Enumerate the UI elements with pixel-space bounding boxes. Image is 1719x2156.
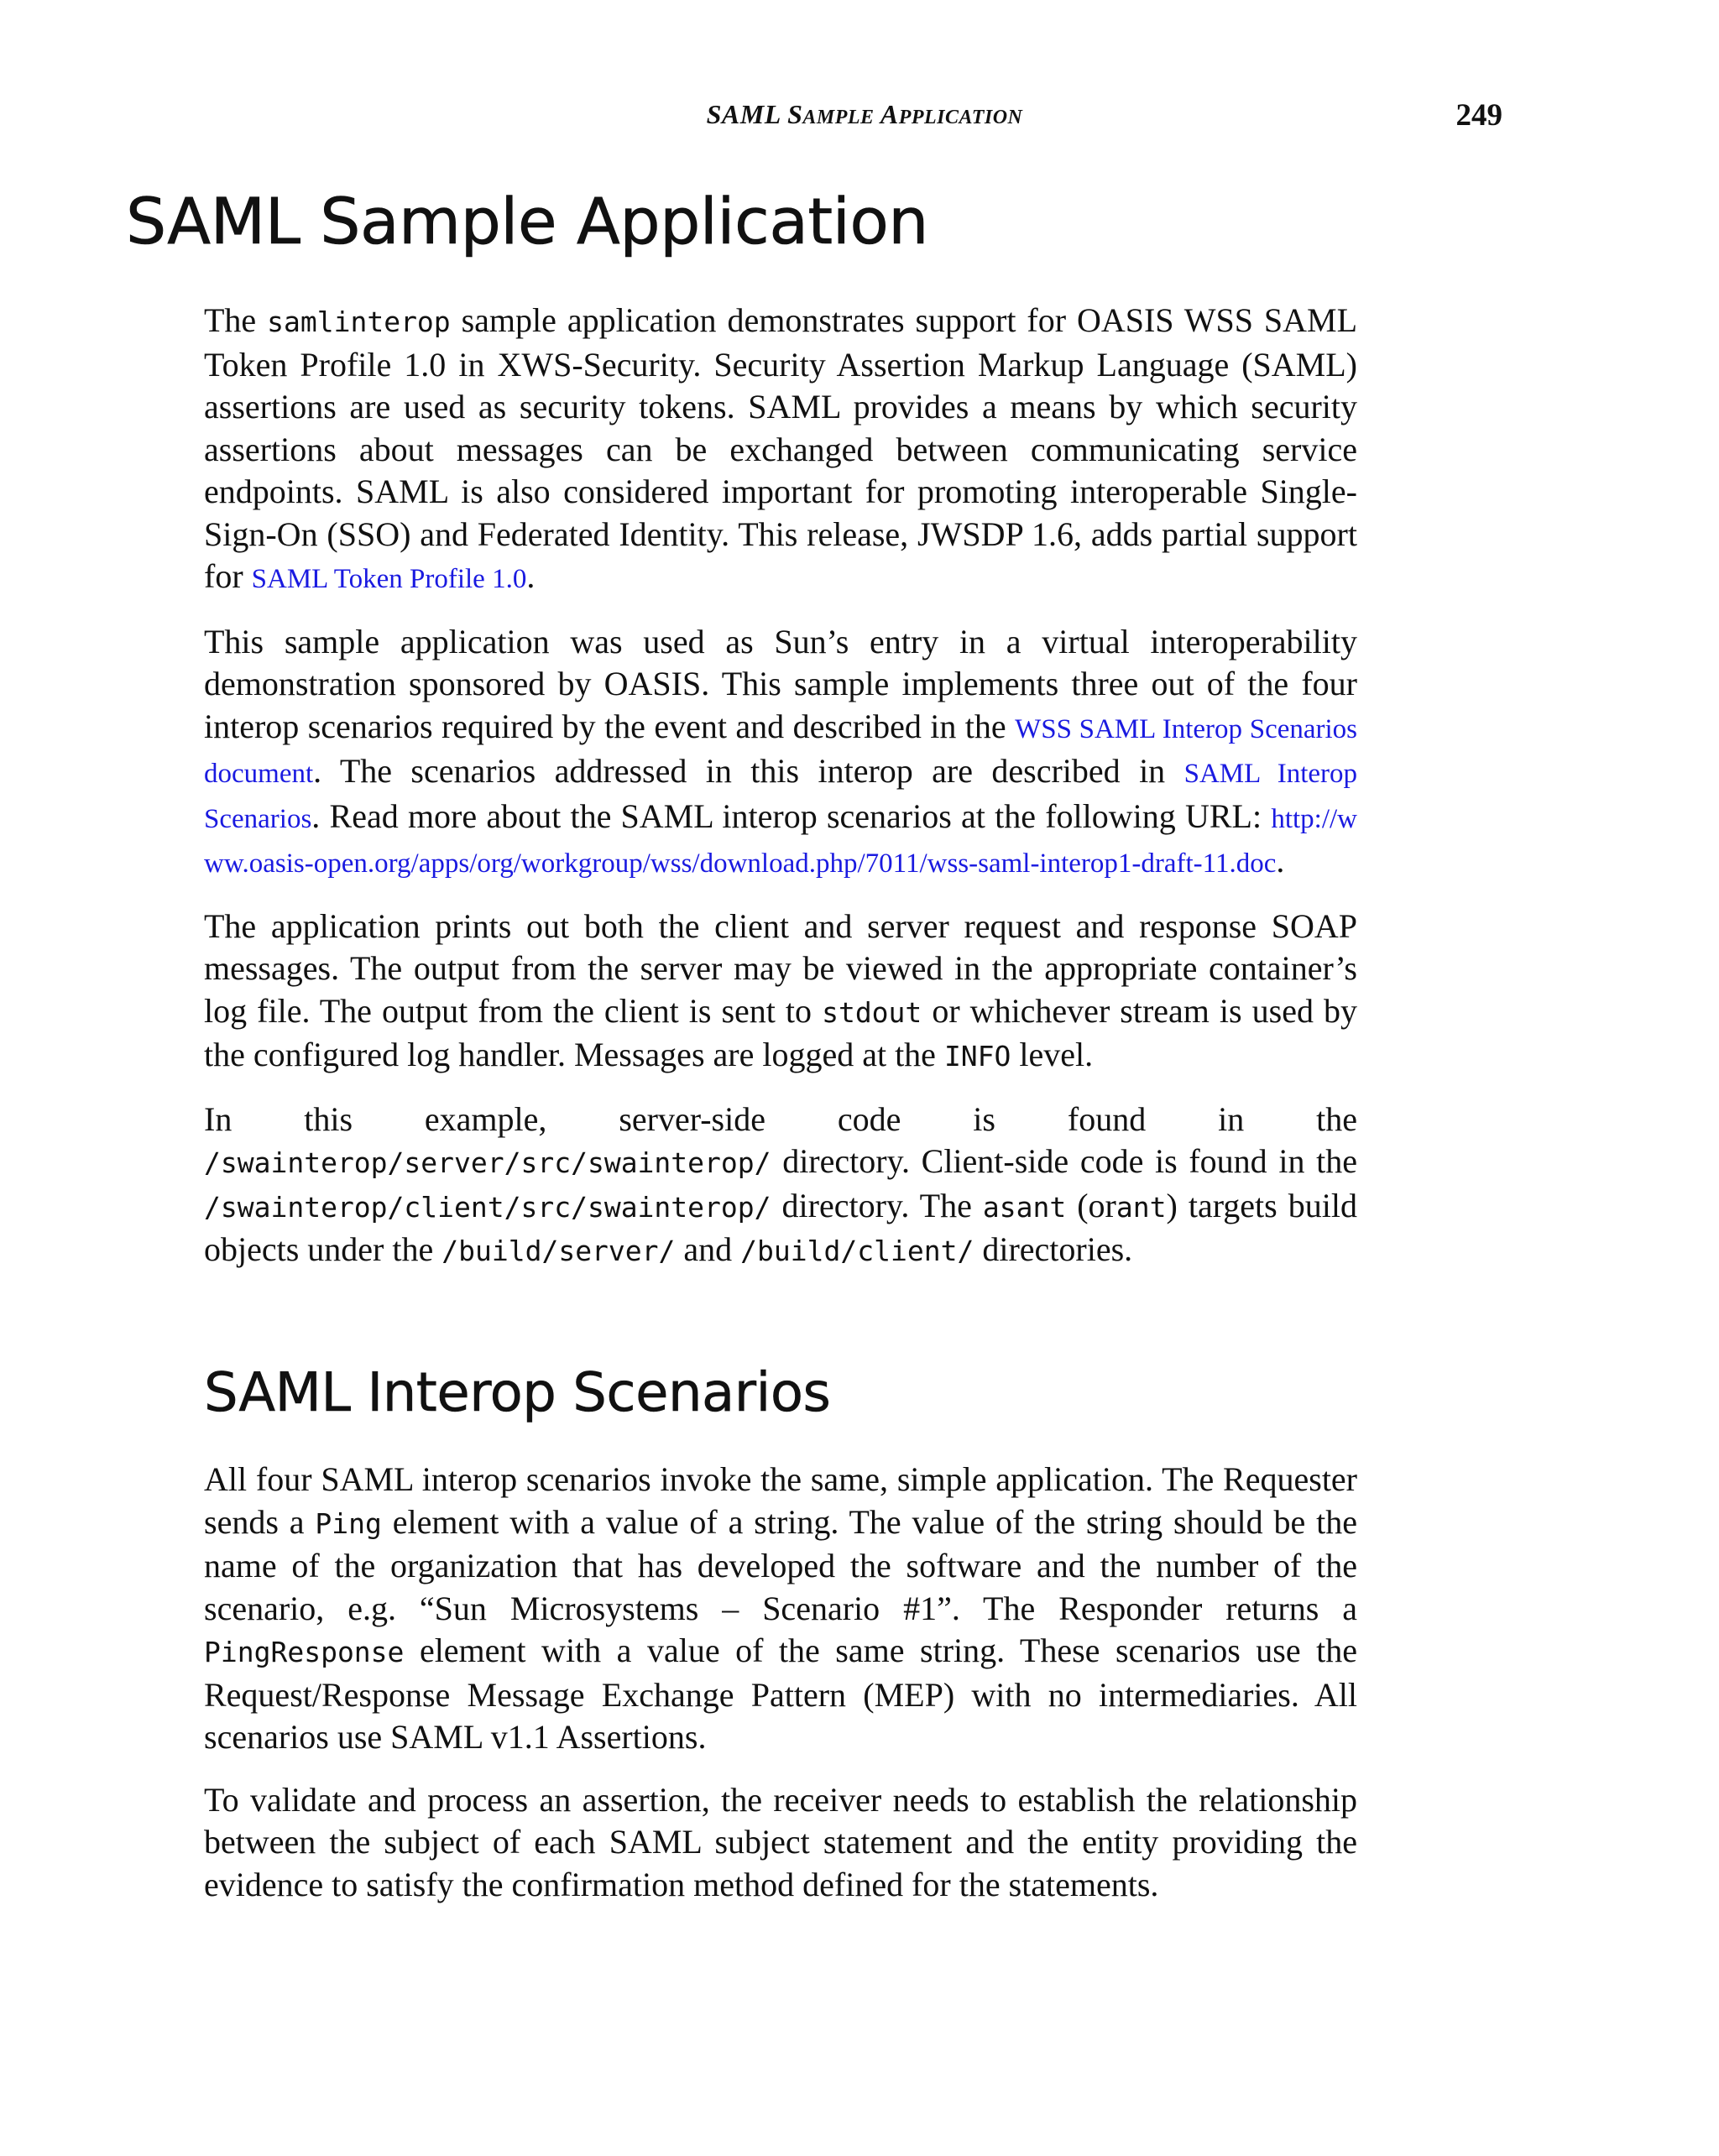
paragraph-scenarios-overview <box>204 1459 1357 1759</box>
code-server-src-path: /swainterop/server/src/swainterop/ <box>204 1146 771 1179</box>
code-client-src-path: /swainterop/client/src/swainterop/ <box>204 1190 771 1224</box>
text-run: The application prints out both the client and server request and response SOAP messages. The output from the server may be viewed in the appropriate container’s log file. The output from the client is sent to <box>204 906 1357 1030</box>
text-run: or whichever stream is used by the configured log handler. Messages are logged at the <box>204 991 1357 1073</box>
text-run: directory. The <box>781 1186 972 1224</box>
text-run: directory. Client-side code is found in the <box>782 1142 1357 1180</box>
paragraph-intro <box>204 300 1357 601</box>
running-head-word: S <box>787 99 803 129</box>
code-build-client-path: /build/client/ <box>740 1235 974 1267</box>
text-run: . The scenarios addressed in this interop are described in <box>313 752 1166 790</box>
running-head-word: A <box>880 99 899 129</box>
text-run: This sample application was used as Sun’s entry in a virtual interoperability demonstration sponsored by OASIS. This sample implements three out of the four interop scenarios required by the event and described in the <box>204 622 1357 745</box>
running-head <box>588 99 1142 130</box>
link-wss-saml-interop-document[interactable]: WSS SAML Interop Scenarios document <box>204 713 1358 789</box>
text-run: To validate and process an assertion, the receiver needs to establish the relationship between the subject of each SAML subject statement and the entity providing the evidence to satisfy the confirmation method defined for the statements. <box>204 1780 1357 1903</box>
text-run: sample application demonstrates support for OASIS WSS SAML Token Profile 1.0 in XWS-Security. Security Assertion Markup Language (SAML) assertions are used as security tokens. SAML provides a means by which security assertions about messages can be exchanged between communicating service endpoints. SAML is also considered important for promoting interoperable Single-Sign-On (SSO) and Federated Identity. This release, JWSDP 1.6, adds partial support for <box>204 301 1358 595</box>
code-samlinterop: samlinterop <box>267 305 451 338</box>
paragraph-output <box>204 906 1357 1078</box>
text-run: . Read more about the SAML interop scenarios at the following URL: <box>311 796 1262 835</box>
text-run: The <box>204 301 257 339</box>
paragraph-assertion-validation <box>204 1779 1357 1907</box>
paragraph-interop-demo <box>204 621 1357 885</box>
text-run: directories. <box>982 1230 1133 1268</box>
section-body-sample-application <box>204 300 1357 1293</box>
running-head-word: SAML <box>706 99 781 129</box>
link-saml-token-profile[interactable]: SAML Token Profile 1.0 <box>251 564 527 594</box>
code-pingresponse: PingResponse <box>204 1636 405 1668</box>
text-run: In this example, server-side code is found in the <box>204 1099 1357 1138</box>
code-stdout: stdout <box>822 995 922 1029</box>
text-run: element with a value of the same string. These scenarios use the Request/Response Message Exchange Pattern (MEP) with no intermediaries. All scenarios use SAML v1.1 Assertions. <box>204 1631 1357 1756</box>
running-head-small-caps: PPLICATION <box>898 107 1023 128</box>
page-number: 249 <box>1455 98 1502 133</box>
text-run: All four SAML interop scenarios invoke the same, simple application. The Requester sends a <box>204 1460 1357 1541</box>
code-build-server-path: /build/server/ <box>442 1235 676 1267</box>
text-run: element with a value of a string. The value of the string should be the name of the organization that has developed the software and the number of the scenario, e.g. “Sun Microsystems – Scenario #1”. The Responder returns a <box>204 1502 1358 1627</box>
text-run: . <box>526 557 536 595</box>
section-body-interop-scenarios <box>204 1459 1357 1926</box>
text-run: (or <box>1077 1186 1116 1224</box>
code-asant: asant <box>982 1190 1067 1224</box>
text-run: . <box>1276 842 1285 880</box>
link-oasis-url[interactable]: http://www.oasis-open.org/apps/org/workgroup/wss/download.php/7011/wss-saml-interop1-draft-11.doc <box>204 803 1358 879</box>
text-run: ) targets build objects under the <box>204 1186 1357 1268</box>
running-head-small-caps: AMPLE <box>802 107 875 128</box>
text-run: and <box>683 1230 733 1268</box>
section-title-saml-sample-application: SAML Sample Application <box>126 184 928 258</box>
paragraph-directories <box>204 1099 1357 1273</box>
code-info: INFO <box>943 1040 1011 1073</box>
link-saml-interop-scenarios[interactable]: SAML Interop Scenarios <box>204 759 1357 834</box>
text-run: level. <box>1019 1036 1094 1073</box>
code-ant: ant <box>1116 1190 1167 1224</box>
section-title-saml-interop-scenarios: SAML Interop Scenarios <box>204 1362 831 1424</box>
code-ping: Ping <box>315 1506 382 1540</box>
